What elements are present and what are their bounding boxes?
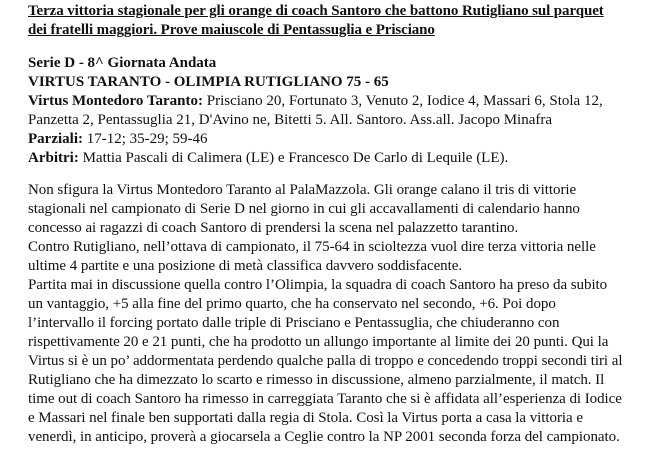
headline-line: dei fratelli maggiori. Prove maiuscole di Pentassuglia e Prisciano xyxy=(28,22,435,38)
article-line: Partita mai in discussione quella contro l’Olimpia, la squadra di coach Santoro ha preso da subito xyxy=(28,277,608,293)
team-lineup xyxy=(28,92,668,111)
article-line: stagionali nel campionato di Serie D nel giorno in cui gli accavallamenti di calendario hanno xyxy=(28,201,580,217)
article-line: Rutigliano che ha dimezzato lo scarto e rimesso in discussione, almeno parzialmente, il match. Il xyxy=(28,372,605,388)
article-paragraph xyxy=(28,181,666,238)
article-line: venerdì, in anticipo, proverà a giocarsela a Ceglie contro la NP 2001 seconda forza del campionato. xyxy=(28,429,620,445)
article-line: Virtus si è un po’ addormentata perdendo qualche palla di troppo e concedendo troppi secondi tiri al xyxy=(28,353,623,369)
article-line: Contro Rutigliano, nell’ottava di campionato, il 75-64 in scioltezza vuol dire terza vittoria nelle xyxy=(28,239,596,255)
article-paragraph xyxy=(28,238,666,276)
team-lineup-continued: Panzetta 2, Pentassuglia 21, D'Avino ne, Bitetti 5. All. Santoro. Ass.all. Jacopo Minafra xyxy=(28,112,553,128)
team-players: Prisciano 20, Fortunato 3, Venuto 2, Iodice 4, Massari 6, Stola 12, xyxy=(206,93,603,109)
league-line: Serie D - 8^ Giornata Andata xyxy=(28,55,217,71)
referees-value: Mattia Pascali di Calimera (LE) e Francesco De Carlo di Lequile (LE). xyxy=(82,150,509,166)
team-label: Virtus Montedoro Taranto: xyxy=(28,93,204,109)
article-line: l’intervallo il forcing portato dalle triple di Prisciano e Pentassuglia, che chiuderanno con xyxy=(28,315,560,331)
article-line: rispettivamente 20 e 21 punti, che ha prodotto un allungo importante al limite dei 20 punti. Qui la xyxy=(28,334,609,350)
headline xyxy=(28,2,668,40)
referees-label: Arbitri: xyxy=(28,150,79,166)
referees-line xyxy=(28,149,668,168)
match-info xyxy=(28,54,668,168)
partials-label: Parziali: xyxy=(28,131,83,147)
article-paragraph xyxy=(28,276,666,447)
headline-line: Terza vittoria stagionale per gli orange di coach Santoro che battono Rutigliano sul parquet xyxy=(28,3,604,19)
result-line: VIRTUS TARANTO - OLIMPIA RUTIGLIANO 75 - 65 xyxy=(28,74,389,90)
article-line: un vantaggio, +5 alla fine del primo quarto, che ha conservato nel secondo, +6. Poi dopo xyxy=(28,296,556,312)
article-line: e Massari nel finale ben supportati dalla regia di Stola. Così la Virtus porta a casa la vittoria e xyxy=(28,410,583,426)
article-line: time out di coach Santoro ha rimesso in carreggiata Taranto che si è affidata all’esperienza di Iodice xyxy=(28,391,622,407)
article-line: Non sfigura la Virtus Montedoro Taranto al PalaMazzola. Gli orange calano il tris di vittorie xyxy=(28,182,577,198)
article-line: ultime 4 partite e una posizione di metà classifica davvero soddisfacente. xyxy=(28,258,463,274)
article-line: concesso ai ragazzi di coach Santoro di prendersi la scena nel palazzetto tarantino. xyxy=(28,220,519,236)
partials-line xyxy=(28,130,668,149)
partials-value: 17-12; 35-29; 59-46 xyxy=(86,131,208,147)
article-body xyxy=(28,181,666,447)
